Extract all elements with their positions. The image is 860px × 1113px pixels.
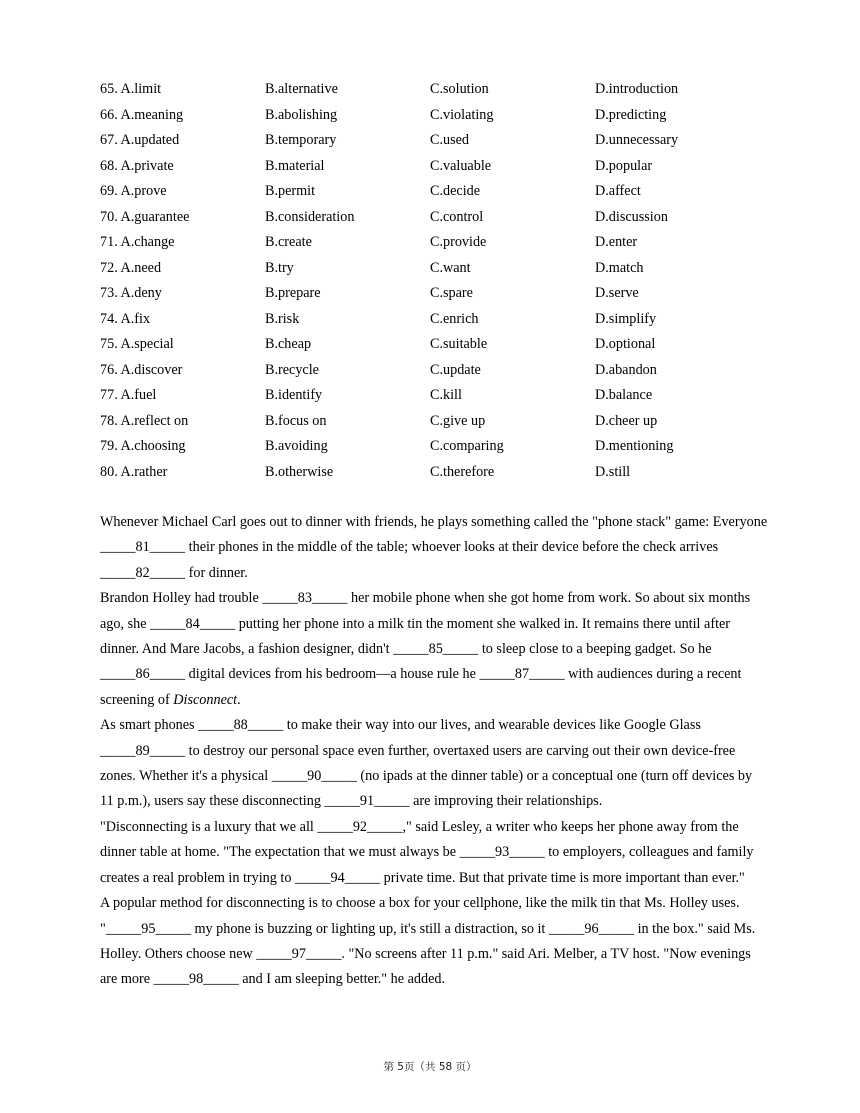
- option-b: B.create: [265, 234, 312, 250]
- option-c: C.comparing: [430, 438, 504, 454]
- option-d: D.popular: [595, 157, 653, 174]
- option-d: D.unnecessary: [595, 132, 679, 148]
- option-row-74: [100, 308, 820, 334]
- option-a: 70. A.guarantee: [100, 208, 190, 225]
- option-d: D.balance: [595, 387, 653, 403]
- option-a: 71. A.change: [100, 234, 175, 250]
- option-row-76: [100, 359, 820, 385]
- paragraph-2: [100, 586, 768, 713]
- option-a: 78. A.reflect on: [100, 412, 189, 429]
- option-d: D.predicting: [595, 106, 667, 123]
- option-row-75: [100, 333, 820, 359]
- option-c: C.decide: [430, 183, 481, 199]
- option-row-71: [100, 231, 820, 257]
- option-a: 73. A.deny: [100, 285, 162, 301]
- option-a: 66. A.meaning: [100, 106, 184, 123]
- option-c: C.solution: [430, 81, 489, 97]
- option-d: D.optional: [595, 336, 656, 352]
- paragraph-4: "Disconnecting is a luxury that we all _____92_____," said Lesley, a writer who keeps her phone away from the dinner table at home. "The expectation that we must always be _____93_____ to employers, colleagues and family creates a real problem in trying to _____94_____ private time. But that private time is more important than ever.": [100, 818, 754, 886]
- option-row-66: [100, 104, 820, 130]
- option-c: C.enrich: [430, 310, 479, 327]
- option-b: B.alternative: [265, 81, 338, 97]
- option-row-68: [100, 155, 820, 181]
- option-d: D.introduction: [595, 81, 679, 97]
- option-a: 65. A.limit: [100, 81, 162, 97]
- option-row-65: [100, 78, 820, 104]
- option-a: 72. A.need: [100, 259, 162, 276]
- option-a: 79. A.choosing: [100, 438, 186, 454]
- film-title: Disconnect: [173, 691, 238, 708]
- option-b: B.consideration: [265, 208, 355, 225]
- option-c: C.valuable: [430, 157, 492, 174]
- option-c: C.kill: [430, 387, 462, 403]
- option-a: 74. A.fix: [100, 310, 151, 327]
- option-d: D.cheer up: [595, 412, 658, 429]
- option-d: D.serve: [595, 285, 639, 301]
- option-b: B.recycle: [265, 361, 319, 378]
- option-b: B.temporary: [265, 132, 337, 148]
- option-c: C.update: [430, 361, 481, 378]
- option-row-80: [100, 461, 820, 487]
- option-b: B.risk: [265, 310, 300, 327]
- option-d: D.discussion: [595, 208, 668, 225]
- option-b: B.focus on: [265, 412, 327, 429]
- option-a: 68. A.private: [100, 157, 174, 174]
- option-c: C.give up: [430, 412, 486, 429]
- option-d: D.still: [595, 463, 631, 480]
- paragraph-3: As smart phones _____88_____ to make their way into our lives, and wearable devices like Google Glass _____89_____ to destroy our personal space even further, overtaxed users are carving out their own device-free zones. Whether it's a physical _____90_____ (no ipads at the dinner table) or a conceptual one (turn off devices by 11 p.m.), users say these disconnecting _____91_____ are improving their relationships.: [100, 717, 753, 810]
- option-row-69: [100, 180, 820, 206]
- paragraph-1: Whenever Michael Carl goes out to dinner with friends, he plays something called the "phone stack" game: Everyone _____81_____ their phones in the middle of the table; whoever looks at their device before the check arrives _____82_____ for dinner.: [100, 514, 768, 581]
- option-a: 67. A.updated: [100, 132, 180, 148]
- option-c: C.control: [430, 208, 484, 225]
- option-a: 69. A.prove: [100, 183, 167, 199]
- option-c: C.therefore: [430, 463, 495, 480]
- option-d: D.match: [595, 259, 644, 276]
- option-row-79: [100, 435, 820, 461]
- option-row-77: [100, 384, 820, 410]
- option-c: C.spare: [430, 285, 473, 301]
- paragraph-2-end: .: [237, 691, 241, 708]
- option-b: B.permit: [265, 183, 316, 199]
- option-row-78: [100, 410, 820, 436]
- option-b: B.cheap: [265, 336, 312, 352]
- option-row-67: [100, 129, 820, 155]
- answer-options-table: [100, 78, 820, 486]
- option-d: D.simplify: [595, 310, 657, 327]
- option-c: C.used: [430, 132, 470, 148]
- paragraph-2-text: Brandon Holley had trouble _____83_____ her mobile phone when she got home from work. So about six months ago, she _____84_____ putting her phone into a milk tin the moment she walked in. It remains there until after dinner. And Mare Jacobs, a fashion designer, didn't _____85_____ to sleep close to a beeping gadget. So he _____86_____ digital devices from his bedroom—a house rule he _____87_____ with audiences during a recent screening of: [100, 590, 751, 708]
- option-a: 76. A.discover: [100, 361, 183, 378]
- option-c: C.violating: [430, 106, 494, 123]
- paragraph-5: A popular method for disconnecting is to choose a box for your cellphone, like the milk tin that Ms. Holley uses. "_____95_____ my phone is buzzing or lighting up, it's still a distraction, so it _____96_____ in the box." said Ms. Holley. Others choose new _____97_____. "No screens after 11 p.m." said Ari. Melber, a TV host. "Now evenings are more _____98_____ and I am sleeping better." he added.: [100, 895, 756, 988]
- option-b: B.otherwise: [265, 463, 334, 480]
- option-a: 75. A.special: [100, 336, 174, 352]
- option-b: B.avoiding: [265, 438, 328, 454]
- option-b: B.try: [265, 259, 294, 276]
- option-row-72: [100, 257, 820, 283]
- option-c: C.suitable: [430, 336, 488, 352]
- option-c: C.want: [430, 259, 471, 276]
- option-b: B.prepare: [265, 285, 321, 301]
- option-b: B.abolishing: [265, 106, 338, 123]
- option-b: B.identify: [265, 387, 323, 403]
- page-footer: 第 5页（共 58 页）: [383, 1061, 477, 1073]
- option-d: D.affect: [595, 183, 641, 199]
- cloze-passage: [100, 510, 768, 993]
- option-d: D.mentioning: [595, 438, 674, 454]
- option-row-70: [100, 206, 820, 232]
- option-row-73: [100, 282, 820, 308]
- option-a: 80. A.rather: [100, 463, 168, 480]
- option-a: 77. A.fuel: [100, 387, 157, 403]
- option-b: B.material: [265, 157, 325, 174]
- option-d: D.enter: [595, 234, 638, 250]
- option-d: D.abandon: [595, 361, 657, 378]
- option-c: C.provide: [430, 234, 487, 250]
